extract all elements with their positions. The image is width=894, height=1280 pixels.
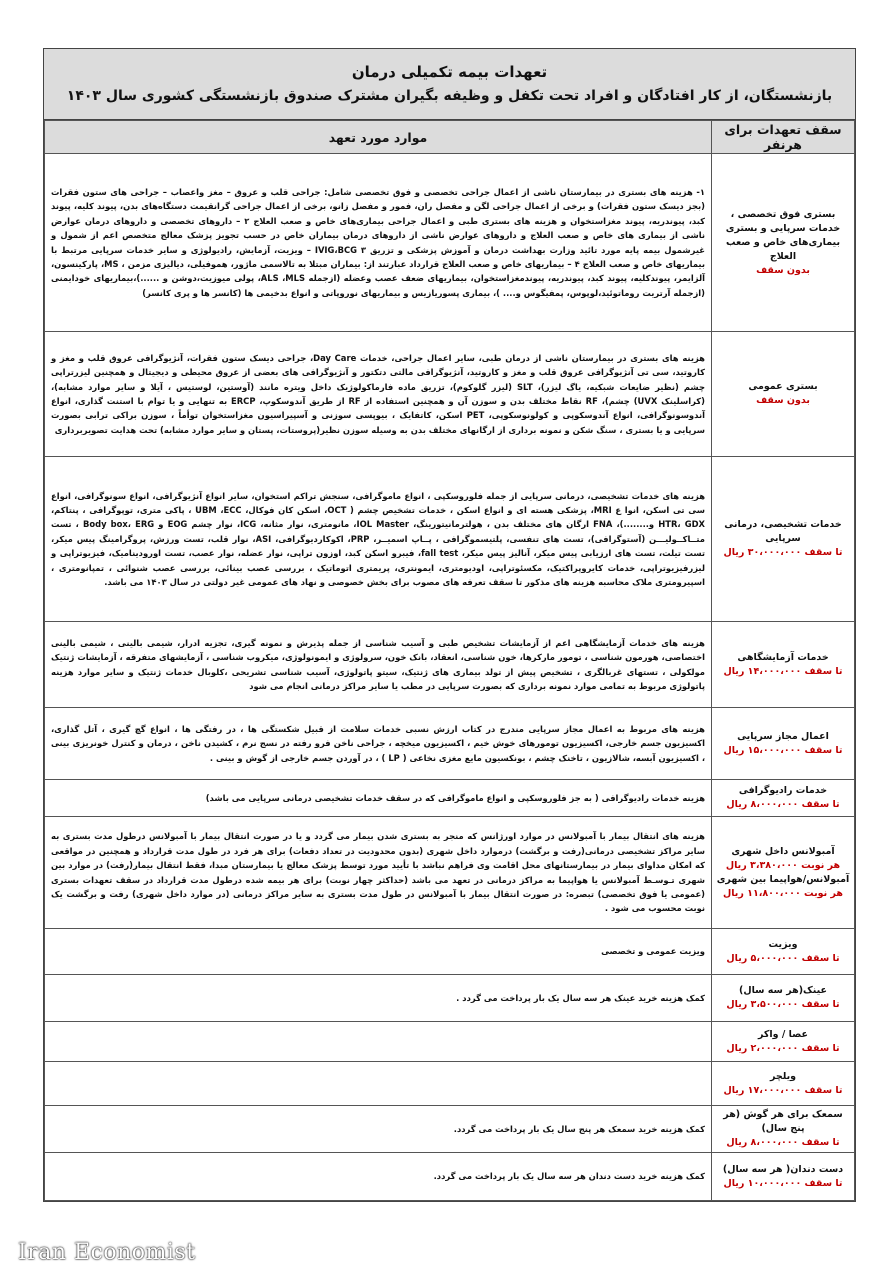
coverage-description: کمک هزینه خرید عینک هر سه سال یک بار پرداخت می گردد . bbox=[45, 975, 712, 1022]
coverage-limit bbox=[712, 708, 855, 780]
limit-label: آمبولانس/هواپیما بین شهری bbox=[716, 873, 850, 885]
coverage-limit bbox=[712, 975, 855, 1022]
limit-amount: هر نوبت ۳،۳۸۰،۰۰۰ ریال bbox=[725, 859, 841, 871]
limit-amount: تا سقف ۸،۰۰۰،۰۰۰ ریال bbox=[726, 1137, 840, 1148]
limit-amount: تا سقف ۳،۵۰۰،۰۰۰ ریال bbox=[726, 999, 840, 1010]
table-row bbox=[45, 154, 855, 332]
table-row bbox=[45, 817, 855, 929]
coverage-limit bbox=[712, 457, 855, 622]
limit-amount: بدون سقف bbox=[756, 395, 810, 406]
coverage-limit bbox=[712, 817, 855, 929]
coverage-limit bbox=[712, 622, 855, 708]
table-row bbox=[45, 1062, 855, 1106]
watermark: Iran Economist bbox=[18, 1240, 196, 1265]
table-row bbox=[45, 1022, 855, 1062]
limit-label: عصا / واکر bbox=[757, 1028, 809, 1040]
limit-amount: تا سقف ۱۵،۰۰۰،۰۰۰ ریال bbox=[723, 744, 843, 756]
coverage-description: ویزیت عمومی و تخصصی bbox=[45, 929, 712, 975]
coverage-description: کمک هزینه خرید دست دندان هر سه سال یک بار پرداخت می گردد. bbox=[45, 1153, 712, 1201]
coverage-description: هزینه های مربوط به اعمال مجاز سرپایی مندرج در کتاب ارزش نسبی خدمات سلامت از قبیل شکستگی ها ، در رفتگی ها ، انواع گچ گیری ، آتل گذاری، اکسیزیون جسم خارجی، اکسیزیون تومورهای خوش خیم ، اکسیزیون میخچه ، جراحی ناخن فرو رفته در نسج نرم ، کشیدن ناخن ، درمان و کنترل خونریزی بینی ، اکسیزیون آبسه، شالازیون ، تاخنک چشم ، بونکسیون مایع مغزی نخاعی ( LP ) ، در آوردن جسم خارجی از گوش و بینی . bbox=[45, 708, 712, 780]
table-row bbox=[45, 708, 855, 780]
coverage-limit bbox=[712, 929, 855, 975]
limit-amount: تا سقف ۱۴،۰۰۰،۰۰۰ ریال bbox=[723, 665, 843, 677]
limit-label: عینک(هر سه سال) bbox=[738, 985, 828, 996]
coverage-limit bbox=[712, 1106, 855, 1153]
table-row bbox=[45, 1106, 855, 1153]
limit-amount: تا سقف ۳۰،۰۰۰،۰۰۰ ریال bbox=[723, 547, 843, 558]
coverage-description: هزینه های انتقال بیمار با آمبولانس در موارد اورژانس که منجر به بستری شدن بیمار می گردد و یا در صورت انتقال بیمار با آمبولانس درطول مدت بستری به سایر مراکز تشخیصی درمانی(رفت و برگشت) درموارد داخل شهری (بدون محدودیت در تعداد دفعات) برای هر فرد در طول مدت قرارداد و همچنین در مواقعی که امکان مداوای بیمار در بیمارستانهای محل اقامت وی فراهم نباشد با تأیید مورد توسط پزشک معالج یا بیمارستان مبدا، فقط انتقال بیمار(رفت) در موارد بین شهری تـوسـط آمبولانس یا هواپیما به مراکز درمانی در تعهد می باشد (حداکثر چهار نوبت) برای هر بیمه شده درطول مدت قرارداد در سقف تعهدات بستری (عمومی یا فوق تخصصی) تبصره: در صورت انتقال بیمار با آمبولانس در طول مدت بستری به سایر مراکز درمانی (در موارد داخل شهری) رفت و برگشت یک نوبت محسوب می شود . bbox=[45, 817, 712, 929]
limit-label: دست دندان( هر سه سال) bbox=[722, 1163, 844, 1175]
title-block bbox=[44, 49, 855, 120]
coverage-limit bbox=[712, 780, 855, 817]
limit-label: اعمال مجاز سرپایی bbox=[737, 730, 829, 742]
table-row bbox=[45, 780, 855, 817]
limit-amount: بدون سقف bbox=[756, 264, 810, 276]
limit-label: خدمات آزمایشگاهی bbox=[737, 651, 829, 663]
table-row bbox=[45, 1153, 855, 1201]
coverage-description bbox=[45, 1062, 712, 1106]
limit-label: خدمات رادیوگرافی bbox=[738, 785, 828, 796]
table-row bbox=[45, 929, 855, 975]
coverage-limit bbox=[712, 1062, 855, 1106]
limit-label: بستری عمومی bbox=[748, 381, 818, 392]
table-header-row bbox=[45, 121, 855, 154]
coverage-description: هزینه های خدمات تشخیصی، درمانی سرپایی از جمله فلوروسکپی ، انواع ماموگرافی، سنجش تراکم استخوان، سایر انواع آنژیوگرافی، انواع سونوگرافی، انواع سی تی اسکن، انوا ع MRI، پزشکی هسته ای و انواع اسکن ، خدمات تشخیص چشم ( OCT، اسکن کان فوکال، UBM ،ECC ، پاکی متری، توپوگرافی ، پنتاکم، HTR، GDX و........)، FNA ارگان های مختلف بدن ، هولترمانیتورینگ، IOL Master، مانومتری، نوار مثانه، ICG، نوار چشم EOG و Body box، ERG ، تست متــاکــولیـــن (آستوگرافی)، تست های تنفسی، پلتیسموگرافی ، پــاپ اسمیــر، PRP، اکوکاردیوگرافی، ASI، نوار قلب، تست ورزش، پروگرامینگ پیس میکر، تست تیلت، تست های ارزیابی پیس میکر، آنالیز پیس میکر، fall test، فیبرو اسکن کبد، اوزون تراپی، نوار عضله، نوار عصب، تست اورودینامیک، فیزیوتراپی و لیزرفیزیوتراپی، خدمات کایروپراکتیک، مکسئوتراپی، اودیومتری، ایمونتری، پریمتری اتوماتیک ، بررسی عصب بینائی، بررسی عصب شنوائی ، تمپانومتری ، اسپیرومتری ملاک محاسبه هزینه های مذکور تا سقف تعرفه های مصوب برای بخش خصوصی و نهاد های عمومی غیر دولتی در سال ۱۴۰۳ می باشد. bbox=[45, 457, 712, 622]
header-items: موارد مورد تعهد bbox=[45, 121, 712, 154]
limit-amount: تا سقف ۱۷،۰۰۰،۰۰۰ ریال bbox=[723, 1084, 843, 1096]
limit-label: آمبولانس داخل شهری bbox=[731, 845, 835, 857]
header-limit: سقف تعهدات برای هرنفر bbox=[712, 121, 855, 154]
coverage-limit bbox=[712, 1022, 855, 1062]
coverage-limit bbox=[712, 154, 855, 332]
coverage-description: کمک هزینه خرید سمعک هر پنج سال یک بار پرداخت می گردد. bbox=[45, 1106, 712, 1153]
limit-amount: تا سقف ۵،۰۰۰،۰۰۰ ریال bbox=[726, 952, 840, 964]
coverage-limit bbox=[712, 1153, 855, 1201]
coverage-description bbox=[45, 1022, 712, 1062]
limit-amount: تا سقف ۸،۰۰۰،۰۰۰ ریال bbox=[726, 799, 840, 810]
coverage-description: ۱- هزینه های بستری در بیمارستان ناشی از اعمال جراحی تخصصی و فوق تخصصی شامل: جراحی قلب و عروق – مغز واعصاب – جراحی های ستون فقرات (بجز دیسک ستون فقرات) و برخی از اعمال جراحی لگن و مفصل ران، فمور و مفصل زانو، برخی از اعمال جراحی گرانقیمت دستگاه‌های بدن، پیوند کلیه، پیوند کبد، پیوندریه، پیوند مغزاستخوان و هزینه های بستری طبی و اعمال جراحی بیماری‌های خاص و صعب العلاج ۲ – داروهای تخصصی و داروهای درمان عوارض ناشی از بیماری های خاص و صعب العلاج و داروهای عوارض ناشی از داروهای درمان بیماران خاص در حسب تجویز پزشک معالج متخصص اعم از شمول و غیرشمول بیمه پایه مورد تائید وزارت بهداشت درمان و آموزش پزشکی و تزریق IVIG،BCG ۳ – ویزیت، آزمایش، رادیولوژی و سایر خدمات سرپایی مرتبط با بیماریهای خاص و صعب العلاج ۴ – بیماریهای خاص و صعب العلاج قرارداد عبارتند از: بیماران مبتلا به تالاسمی ماژور، هموفیلی، دیالیزی مزمن ، MS، پارکینسون، آلزایمر، پیوندکلیه، پیوند کبد، پیوندریه، پیوندمغزاستخوان، بیماریهای ضعف عصب وعضله (ازجمله ALS ،MLS، پولی میوزیت،دوشن و ......)،بیماریهای خودایمنی (ازجمله آرتریت روماتوئید،لوپوس، پمفیگوس و.... )، بیماری پسوریازیس و بیماریهای نوروپاتی و انواع بدخیمی ها (کانسر ها و پری کانسر) bbox=[45, 154, 712, 332]
limit-label: خدمات تشخیصی، درمانی سرپایی bbox=[724, 519, 842, 544]
coverage-table bbox=[44, 120, 855, 1201]
limit-label: ویلچر bbox=[769, 1070, 797, 1082]
limit-amount: هر نوبت ۱۱،۸۰۰،۰۰۰ ریال bbox=[722, 887, 844, 899]
coverage-limit bbox=[712, 332, 855, 457]
table-row bbox=[45, 622, 855, 708]
limit-label: بستری فوق تخصصی ، bbox=[730, 208, 836, 220]
coverage-description: هزینه های خدمات آزمایشگاهی اعم از آزمایشات تشخیص طبی و آسیب شناسی از جمله پذیرش و نمونه گیری، تجزیه ادرار، شیمی بالینی ، شیمی بالینی اختصاصی، هورمون شناسی ، تومور مارکرها، خون شناسی، انعقاد، بانک خون، سرولوژی و ایمونولوژی، میکروب شناسی ، آزمایشهای متفرقه ، آزمایشات ژنتیک مولکولی ، تستهای غربالگری ، تشخیص پیش از تولد بیماری های ژنتیک، سیتو پاتولوژی، آسیب شناسی تشریحی ،کلوبال خدمات ژنتیک و سایر موارد هزینه پاتولوژی مربوط به تمامی موارد نمونه برداری که بصورت سرپایی در مطب یا سایر مراکز درمانی انجام می شود bbox=[45, 622, 712, 708]
limit-label: ویزیت bbox=[768, 938, 798, 950]
limit-label: خدمات سرپایی و بستری bbox=[725, 222, 841, 234]
table-row bbox=[45, 332, 855, 457]
insurance-document bbox=[43, 48, 856, 1202]
coverage-description: هزینه های بستری در بیمارستان ناشی از درمان طبی، سایر اعمال جراحی، خدمات Day Care، جراحی دیسک ستون فقرات، آنژیوگرافی عروق قلب و مغز و کاروتید، سی تی آنژیوگرافی عروق قلب و مغز و کاروتید، آنژیوگرافی مالتی دتکتور و آنژیوگرافی های بعضی از عروق محیطی و دیجیتال و همچنین لیزرتراپی چشم (نظیر ضایعات شبکیه، یاگ لیزر)، SLT (لیزر گلوکوم)، تزریق ماده فارماکولوژیک داخل ویتره مانند (آوستین، لوستیس ، آیلا و سایر موارد مشابه)، (کراسلینک UVX) چشم)، RF نقاط مختلف بدن و سوزن آن و همچنین استفاده از RF از طریق آندوسکوپ، ERCP به تنهایی و یا توام با استنت گذاری، انواع آندوسونوگرافی، انواع آندوسکوپی و کولونوسکوپی، PET اسکن، کاتفایک ، بیوپسی سوزنی و آسپیراسیون مغزاستخوان توأماً ، سوزن براکی ترابی بصورت سرپایی و یا بستری ، سنگ شکن و نمونه برداری از ارگانهای مختلف بدن به وسیله سوزن نظیر(پروستات، پستان و سایر موارد مشابه) تحت هدایت تصویربرداری bbox=[45, 332, 712, 457]
document-subtitle: بازنشستگان، از کار افتادگان و افراد تحت تکفل و وظیفه بگیران مشترک صندوق بازنشستگی کشوری سال ۱۴۰۳ bbox=[66, 88, 833, 104]
table-row bbox=[45, 457, 855, 622]
limit-label: سمعک برای هر گوش (هر پنج سال) bbox=[723, 1109, 843, 1134]
document-title: تعهدات بیمه تکمیلی درمان bbox=[351, 63, 548, 81]
limit-label: بیماری‌های خاص و صعب العلاج bbox=[725, 236, 841, 262]
table-row bbox=[45, 975, 855, 1022]
coverage-description: هزینه خدمات رادیوگرافی ( به جز فلوروسکپی و انواع ماموگرافی که در سقف خدمات تشخیصی درمانی سرپایی می باشد) bbox=[45, 780, 712, 817]
limit-amount: تا سقف ۱۰،۰۰۰،۰۰۰ ریال bbox=[723, 1177, 843, 1189]
limit-amount: تا سقف ۲،۰۰۰،۰۰۰ ریال bbox=[726, 1042, 840, 1054]
